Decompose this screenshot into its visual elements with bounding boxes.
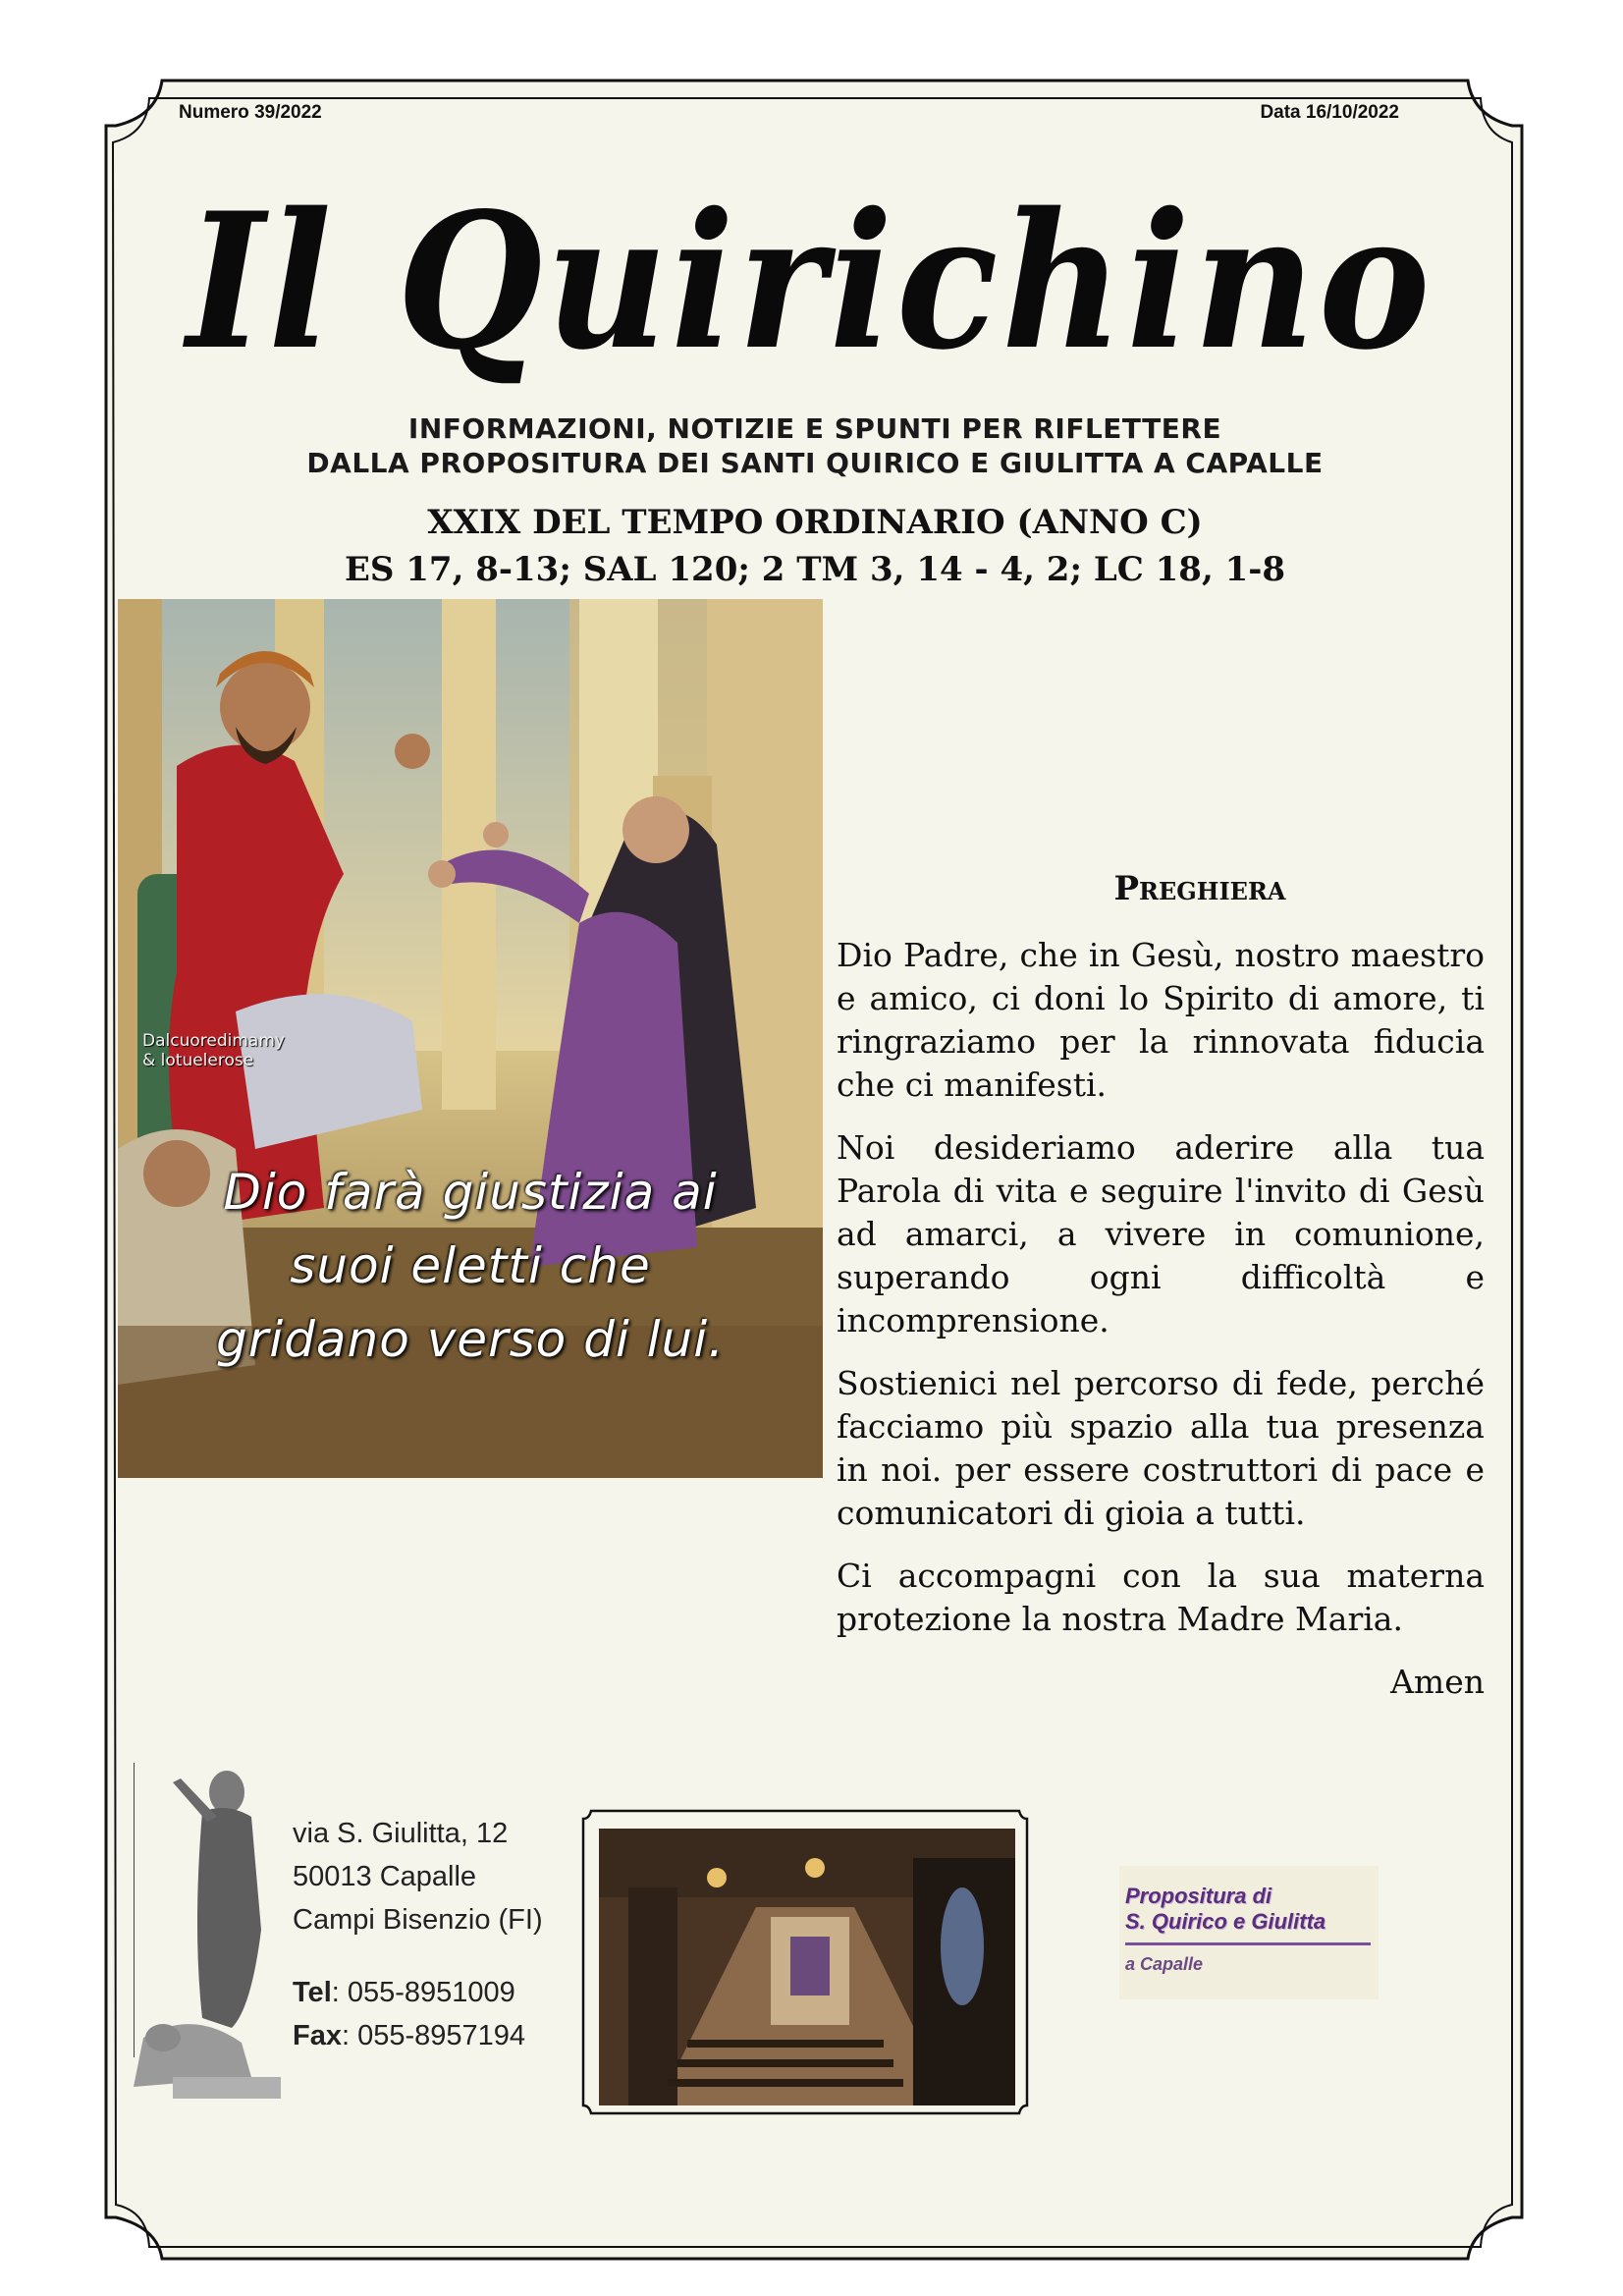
church-interior-art bbox=[599, 1829, 1015, 2105]
prayer-paragraph: Dio Padre, che in Gesù, nostro maestro e amico, ci doni lo Spirito di amore, ti ringraziamo per la rinnovata fiducia che ci manifesti. bbox=[837, 936, 1485, 1104]
address-street: via S. Giulitta, 12 bbox=[293, 1818, 509, 1849]
issue-date: Data 16/10/2022 bbox=[1260, 102, 1399, 123]
saint-statue-image bbox=[134, 1763, 291, 2102]
prayer-section bbox=[837, 869, 1485, 1723]
prayer-closing: Amen bbox=[1390, 1663, 1485, 1701]
logo-line-3: a Capalle bbox=[1125, 1954, 1204, 1974]
painting-caption-line-2: suoi eletti che bbox=[290, 1237, 651, 1294]
address-municipality: Campi Bisenzio (FI) bbox=[293, 1904, 543, 1936]
parish-address bbox=[293, 1812, 543, 2057]
prayer-paragraph: Sostienici nel percorso di fede, perché facciamo più spazio alla tua presenza in noi. per essere costruttori di pace e comunicatori di gioia a tutti. bbox=[837, 1364, 1485, 1532]
watermark-line-1: Dalcuoredimamy bbox=[142, 1031, 285, 1051]
masthead-title: Il Quirichino bbox=[182, 172, 1434, 391]
subtitle-line-1: INFORMAZIONI, NOTIZIE E SPUNTI PER RIFLETTERE bbox=[407, 412, 1222, 445]
prayer-paragraph: Ci accompagni con la sua materna protezione la nostra Madre Maria. bbox=[837, 1557, 1485, 1638]
painting-caption-line-1: Dio farà giustizia ai bbox=[223, 1164, 718, 1221]
painting-caption-line-3: gridano verso di lui. bbox=[215, 1311, 726, 1368]
logo-line-1: Propositura di bbox=[1125, 1884, 1272, 1908]
phone-line bbox=[293, 1971, 543, 2014]
liturgical-readings: ES 17, 8-13; SAL 120; 2 TM 3, 14 - 4, 2; LC 18, 1-8 bbox=[344, 550, 1286, 589]
gospel-painting bbox=[118, 599, 823, 1478]
masthead-logo bbox=[167, 172, 1453, 398]
logo-line-2: S. Quirico e Giulitta bbox=[1125, 1909, 1326, 1934]
fax-number: : 055-8957194 bbox=[341, 2020, 526, 2051]
church-interior-photo bbox=[599, 1829, 1015, 2105]
prayer-paragraph: Noi desideriamo aderire alla tua Parola di vita e seguire l'invito di Gesù ad amarci, a vivere in comunione, superando ogni difficoltà e incomprensione. bbox=[837, 1128, 1485, 1339]
subtitle-line-2: DALLA PROPOSITURA DEI SANTI QUIRICO E GIULITTA A CAPALLE bbox=[306, 447, 1324, 479]
prayer-title: Preghiera bbox=[1113, 869, 1286, 908]
fax-line bbox=[293, 2014, 543, 2057]
parish-logo bbox=[1119, 1866, 1379, 1999]
logo-underline bbox=[1125, 1942, 1371, 1945]
phone-label: Tel bbox=[293, 1977, 332, 2008]
painting-watermark bbox=[142, 1031, 339, 1070]
liturgical-sunday: XXIX DEL TEMPO ORDINARIO (ANNO C) bbox=[427, 503, 1203, 542]
address-postal-city: 50013 Capalle bbox=[293, 1861, 477, 1892]
phone-number: : 055-8951009 bbox=[331, 1977, 515, 2008]
fax-label: Fax bbox=[293, 2020, 342, 2051]
watermark-line-2: & lotuelerose bbox=[142, 1051, 254, 1070]
issue-number: Numero 39/2022 bbox=[179, 102, 322, 123]
